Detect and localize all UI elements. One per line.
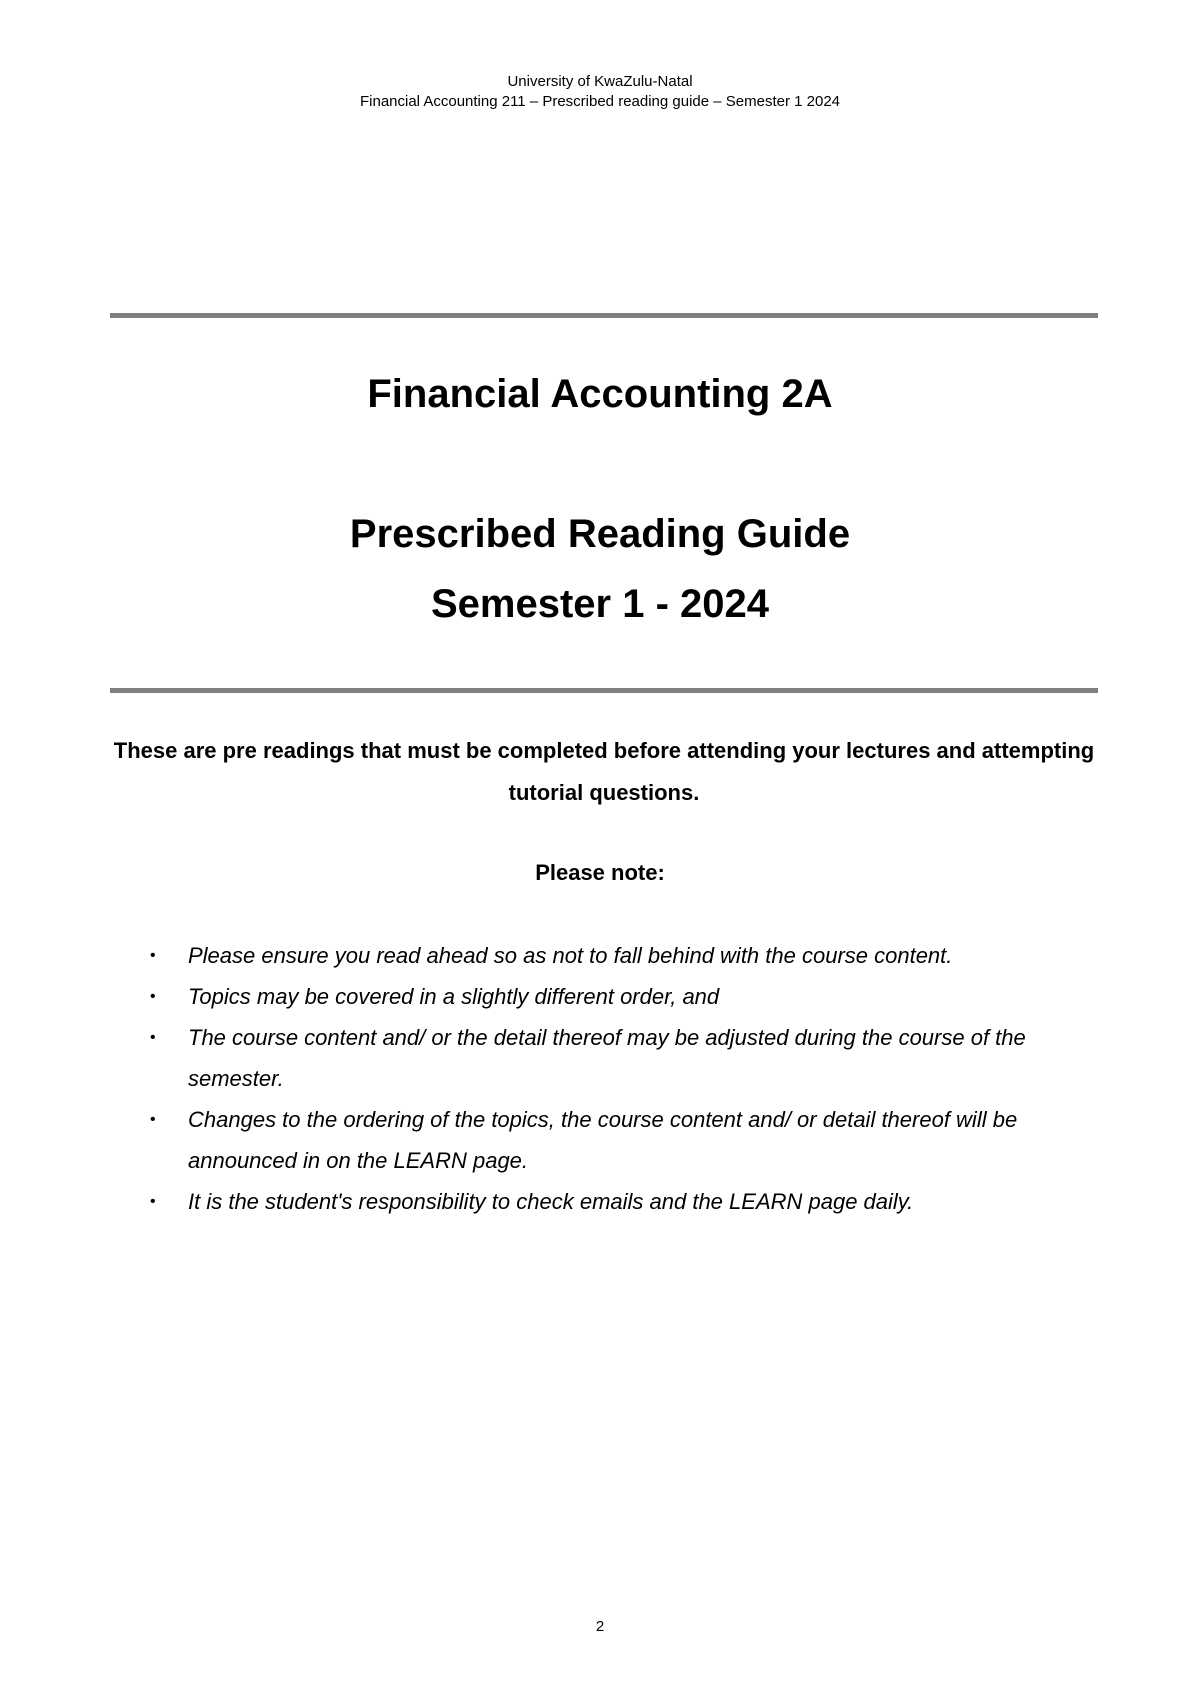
header-document-line: Financial Accounting 211 – Prescribed reading guide – Semester 1 2024 [359, 93, 841, 110]
header-institution: University of KwaZulu-Natal [507, 73, 693, 90]
note-text: The course content and/ or the detail thereof may be adjusted during the course of the semester. [188, 1025, 1026, 1091]
note-text: It is the student's responsibility to check emails and the LEARN page daily. [188, 1189, 914, 1214]
course-title: Financial Accounting 2A [367, 372, 833, 416]
bottom-divider-rule [110, 688, 1098, 693]
bullet-icon: • [150, 1193, 156, 1210]
top-divider-rule [110, 313, 1098, 318]
guide-title: Prescribed Reading Guide [349, 512, 851, 556]
note-item [150, 1017, 1050, 1099]
notes-list [150, 935, 1050, 1222]
note-item [150, 976, 1050, 1017]
semester-title: Semester 1 - 2024 [430, 582, 769, 626]
bullet-icon: • [150, 947, 156, 964]
bullet-icon: • [150, 988, 156, 1005]
note-text: Topics may be covered in a slightly different order, and [188, 984, 720, 1009]
note-text: Please ensure you read ahead so as not to fall behind with the course content. [188, 943, 953, 968]
bullet-icon: • [150, 1111, 156, 1128]
bullet-icon: • [150, 1029, 156, 1046]
note-item [150, 1181, 1050, 1222]
running-header [0, 72, 1200, 112]
note-text: Changes to the ordering of the topics, the course content and/ or detail thereof will be announced in on the LEARN page. [188, 1107, 1018, 1173]
page-number: 2 [595, 1618, 605, 1635]
note-item [150, 935, 1050, 976]
intro-paragraph: These are pre readings that must be completed before attending your lectures and attempting tutorial questions. [113, 738, 1095, 805]
note-item [150, 1099, 1050, 1181]
note-heading: Please note: [535, 860, 665, 885]
